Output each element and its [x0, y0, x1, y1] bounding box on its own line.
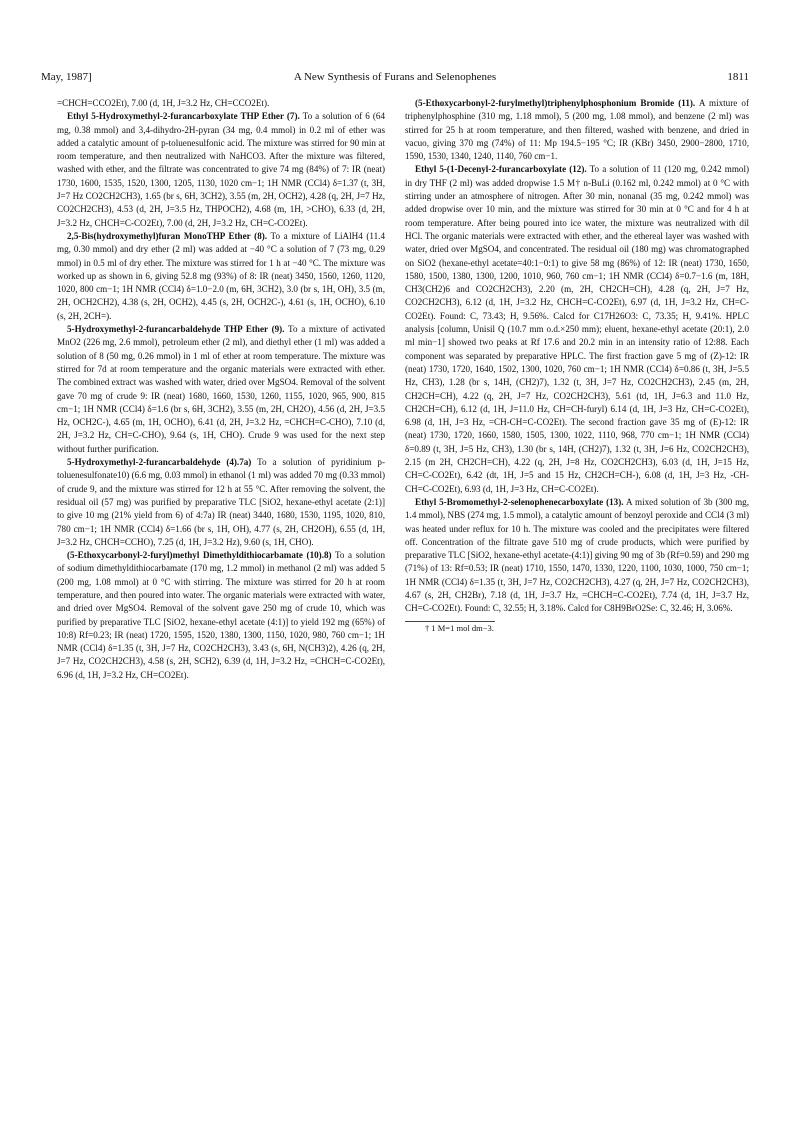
- header-journal-title: A New Synthesis of Furans and Selenophenes: [293, 71, 497, 83]
- compound-heading: 5-Hydroxymethyl-2-furancarbaldehyde (4).7a): [67, 457, 252, 468]
- paragraph-compound-11: [405, 97, 749, 163]
- paragraph-compound-4: [57, 456, 385, 549]
- paragraph-body: To a mixture of LiAlH4 (11.4 mg, 0.30 mmol) and dry ether (2 ml) was added at −40 °C a solution of 7 (73 mg, 0.29 mmol) in 0.5 ml of dry ether. The mixture was stirred for 1 h at −40 °C. The mixture was worked up as shown in 6, giving 52.8 mg (93%) of 8: IR (neat) 3450, 1560, 1260, 1120, 1020, 800 cm−1; 1H NMR (CCl4) δ=1.0−2.0 (m, 6H, 3CH2), 3.0 (br s, 1H, OH), 3.5 (m, 2H, OCH2CH2), 4.38 (s, 2H, OCH2), 4.45 (s, 2H, OCH2C-), 4.61 (s, 1H, OCHO), 6.10 (s, 2H, 2CH=).: [57, 230, 386, 321]
- paragraph-continuation: =CHCH=CCO2Et), 7.00 (d, 1H, J=3.2 Hz, CH=CCO2Et).: [57, 98, 270, 108]
- paragraph-body: A mixture of triphenylphosphine (310 mg, 1.18 mmol), 5 (200 mg, 1.08 mmol), and benzene (2 ml) was stirred for 25 h at room temperature, and then filtered, washed with benzene, and dried in vacuo, giving 370 mg (74%) of 11: Mp 194.5−195 °C; IR (KBr) 3450, 2900−2800, 1710, 1590, 1530, 1340, 1240, 1140, 760 cm−1.: [405, 98, 749, 162]
- paragraph-compound-13: [405, 496, 749, 616]
- paragraph-body: To a solution of 11 (120 mg, 0.242 mmol) in dry THF (2 ml) was added dropwise 1.5 M† n-BuLi (0.162 ml, 0.242 mmol) at 0 °C with stirring under an atmosphere of nitrogen. After 30 min, nonanal (35 mg, 0.242 mmol) was added dropwise over 10 min, and the mixture was stirred for 30 min at 0 °C and for 4 h at room temperature. After being poured into ice water, the mixture was neutralized with dil HCl. The organic materials were extracted with ether, and the ethereal layer was washed with water, dried over MgSO4, and concentrated. The residual oil (180 mg) was chromatographed on SiO2 (hexane-ethyl acetate=40:1−0:1) to give 58 mg (86%) of 12: IR (neat) 1730, 1650, 1580, 1500, 1380, 1300, 1200, 1010, 960, 760 cm−1; 1H NMR (CCl4) δ=0.7−1.6 (m, 18H, CH3(CH2)6 and CO2CH2CH3), 2.20 (m, 2H, CH2CH=CH), 4.28 (q, 2H, J=7 Hz, CO2CH2CH3), 6.12 (d, 1H, J=3.2 Hz, CHCH=C-CO2Et), 6.97 (d, 1H, J=3.2 Hz, CH=C-CO2Et). Found: C, 73.43; H, 9.56%. Calcd for C17H26O3: C, 73.35; H, 9.41%. HPLC analysis [column, Unisil Q (10.7 mm o.d.×250 mm); eluent, hexane-ethyl acetate (20:1), 2.0 ml min−1] showed two peaks at Rf 17.6 and 20.2 min in an intensity ratio of 12:88. Each component was separated by preparative HPLC. The first fraction gave 5 mg of (Z)-12: IR (neat) 1730, 1720, 1640, 1502, 1300, 1020, 760 cm−1; 1H NMR (CCl4) δ=0.86 (t, 3H, J=5.5 Hz, CH3), 1.28 (br s, 14H, (CH2)7), 1.32 (t, 3H, J=7 Hz, CO2CH2CH3), 2.45 (m, 2H, CH2CH=CH), 4.22 (q, 2H, J=7 Hz, CO2CH2CH3), 5.61 (td, 1H, J=6.3 and 11.0 Hz, CH2CH=CH), 6.12 (d, 1H, J=11.0 Hz, CH=CH-furyl) 6.14 (d, 1H, J=3 Hz, CH=C-CO2Et), 6.98 (d, 1H, J=3 Hz, =CH-CH=C-CO2Et). The second fraction gave 35 mg of (E)-12: IR (neat) 1730, 1720, 1660, 1580, 1505, 1300, 1022, 1110, 968, 770 cm−1; 1H NMR (CCl4) δ=0.89 (t, 3H, J=5 Hz, CH3), 1.30 (br s, 14H, (CH2)7), 1.32 (t, 3H, J=6 Hz, CO2CH2CH3), 2.15 (m 2H, CH2CH=CH), 4.22 (q, 2H, J=8 Hz, CO2CH2CH3), 6.03 (d, 1H, J=15 Hz, CH=C-CO2Et), 6.42 (dt, 1H, J=5 and 15 Hz, CH2CH=CH-), 6.08 (d, 1H, J=3 Hz, -CH-CH=C-CO2Et), 6.93 (d, 1H, J=3 Hz, CH=C-CO2Et).: [405, 164, 750, 494]
- compound-heading: Ethyl 5-Bromomethyl-2-selenophenecarboxylate (13).: [415, 496, 624, 507]
- paragraph-compound-8: [57, 230, 385, 323]
- paragraph-compound-10: [57, 549, 385, 682]
- paragraph-compound-9: [57, 323, 385, 456]
- paragraph-compound-12: [405, 163, 749, 495]
- compound-heading: Ethyl 5-Hydroxymethyl-2-furancarboxylate THP Ether (7).: [67, 111, 300, 122]
- paragraph-body: To a solution of 6 (64 mg, 0.38 mmol) and 3,4-dihydro-2H-pyran (34 mg, 0.4 mmol) in 0.2 ml of ether was added a catalytic amount of p-toluenesulfonic acid. The mixture was stirred for 90 min at room temperature, and then neutralized with NaHCO3. After the mixture was filtered, washed with ether, and the filtrate was concentrated to give 74 mg (84%) of 7: IR (neat) 1730, 1600, 1535, 1520, 1300, 1205, 1130, 1020 cm−1; 1H NMR (CCl4) δ=1.37 (t, 3H, J=7 Hz CO2CH2CH3), 1.65 (br s, 6H, 3CH2), 3.55 (m, 2H, OCH2), 4.28 (q, 2H, J=7 Hz, CO2CH2CH3), 4.53 (d, 2H, J=3.5 Hz, THPOCH2), 4.68 (m, 1H, >CHO), 6.33 (d, 2H, J=3.2 Hz, CHCH=C-CO2Et), 7.00 (d, 2H, J=3.2 Hz, CH=C-CO2Et).: [57, 111, 386, 228]
- paragraph-body: To a mixture of activated MnO2 (226 mg, 2.6 mmol), petroleum ether (2 ml), and diethyl ether (1 ml) was added a solution of 8 (50 mg, 0.26 mmol) in 1 ml of ether at room temperature. The mixture was stirred for 7d at room temperature and the organic materials were extracted with ether. The combined extract was washed with water, dried over MgSO4. Removal of the solvent gave 70 mg of crude 9: IR (neat) 1680, 1660, 1530, 1260, 1155, 1020, 965, 900, 815 cm−1; 1H NMR (CCl4) δ=1.6 (br s, 6H, 3CH2), 3.55 (m, 2H, CH2O), 4.56 (d, 2H, J=3.5 Hz, OCH2C-), 4.65 (m, 1H, OCHO), 6.41 (d, 2H, J=3.2 Hz, =CHCH=C-CHO), 7.10 (d, 2H, J=3.2 Hz, CH=C-CHO), 9.64 (s, 1H, CHO). Crude 9 was used for the next step without further purification.: [57, 324, 386, 454]
- compound-heading: (5-Ethoxycarbonyl-2-furylmethyl)triphenylphosphonium Bromide (11).: [415, 98, 696, 108]
- running-header: [41, 71, 749, 87]
- header-date: May, 1987]: [41, 71, 92, 83]
- compound-heading: 2,5-Bis(hydroxymethyl)furan MonoTHP Ether (8).: [67, 230, 268, 241]
- paragraph-body: A mixed solution of 3b (300 mg, 1.4 mmol), NBS (274 mg, 1.5 mmol), a catalytic amount of benzoyl peroxide and CCl4 (3 ml) was heated under reflux for 10 h. The mixture was cooled and the precipitates were filtered off. Concentration of the filtrate gave 510 mg of crude products, which were purified by preparative TLC [SiO2, hexane-ethyl acetate-(4:1)] giving 90 mg of 3b (Rf=0.59) and 290 mg (71%) of 13: Rf=0.53; IR (neat) 1710, 1550, 1470, 1330, 1220, 1100, 1030, 1000, 750 cm−1; 1H NMR (CCl4) δ=1.35 (t, 3H, J=7 Hz, CO2CH2CH3), 4.27 (q, 2H, J=7 Hz, CO2CH2CH3), 4.67 (s, 2H, CH2Br), 7.18 (d, 1H, J=3.7 Hz, =CHCH=C-CO2Et), 7.74 (d, 1H, J=3.7 Hz, CH=C-CO2Et). Found: C, 32.55; H, 3.18%. Calcd for C8H9BrO2Se: C, 32.46; H, 3.06%.: [405, 496, 749, 614]
- right-column: [405, 97, 749, 635]
- compound-heading: 5-Hydroxymethyl-2-furancarbaldehyde THP Ether (9).: [67, 324, 285, 335]
- compound-heading: (5-Ethoxycarbonyl-2-furyl)methyl Dimethyldithiocarbamate (10).8): [67, 550, 332, 561]
- left-column: [57, 97, 385, 682]
- paragraph-body: To a solution of sodium dimethyldithiocarbamate (170 mg, 1.2 mmol) in methanol (2 ml) was added 5 (200 mg, 1.08 mmol) at 0 °C with stirring. The mixture was stirred for 20 h at room temperature, and then poured into water. The organic materials were extracted with water, and dried over MgSO4. Removal of the solvent gave 250 mg of crude 10, which was purified by preparative TLC [SiO2, hexane-ethyl acetate (4:1)] to yield 192 mg (65%) of 10:8) Rf=0.23; IR (neat) 1720, 1595, 1520, 1380, 1300, 1150, 1020, 980, 760 cm−1; 1H NMR (CCl4) δ=1.35 (t, 3H, J=7 Hz, CO2CH2CH3), 3.43 (s, 6H, N(CH3)2), 4.26 (q, 2H, J=7 Hz, CO2CH2CH3), 4.58 (s, 2H, SCH2), 6.39 (d, 1H, J=3.2 Hz, =CHCH=C-CO2Et), 6.96 (d, 1H, J=3.2 Hz, CH=CO2Et).: [57, 550, 385, 680]
- header-page-number: 1811: [727, 71, 749, 83]
- footnote: † 1 M=1 mol dm−3.: [425, 622, 494, 633]
- paragraph-body: To a solution of pyridinium p-toluenesulfonate10) (6.6 mg, 0.03 mmol) in ethanol (1 ml) was added 70 mg (0.33 mmol) of crude 9, and the mixture was stirred for 12 h at 55 °C. After removing the solvent, the residual oil (57 mg) was purified by preparative TLC [SiO2, hexane-ethyl acetate (2:1)] to give 10 mg (21% yield from 6) of 4:7a) IR (neat) 3440, 1680, 1530, 1195, 1020, 810, 780 cm−1; 1H NMR (CCl4) δ=1.66 (br s, 1H, OH), 4.77 (s, 2H, CH2OH), 6.55 (d, 1H, J=3.2 Hz, CHCH=CCHO), 7.25 (d, 1H, J=3.2 Hz), 9.60 (s, 1H, CHO).: [57, 457, 386, 547]
- paragraph-compound-7: [57, 110, 385, 230]
- compound-heading: Ethyl 5-(1-Decenyl-2-furancarboxylate (12).: [415, 164, 587, 175]
